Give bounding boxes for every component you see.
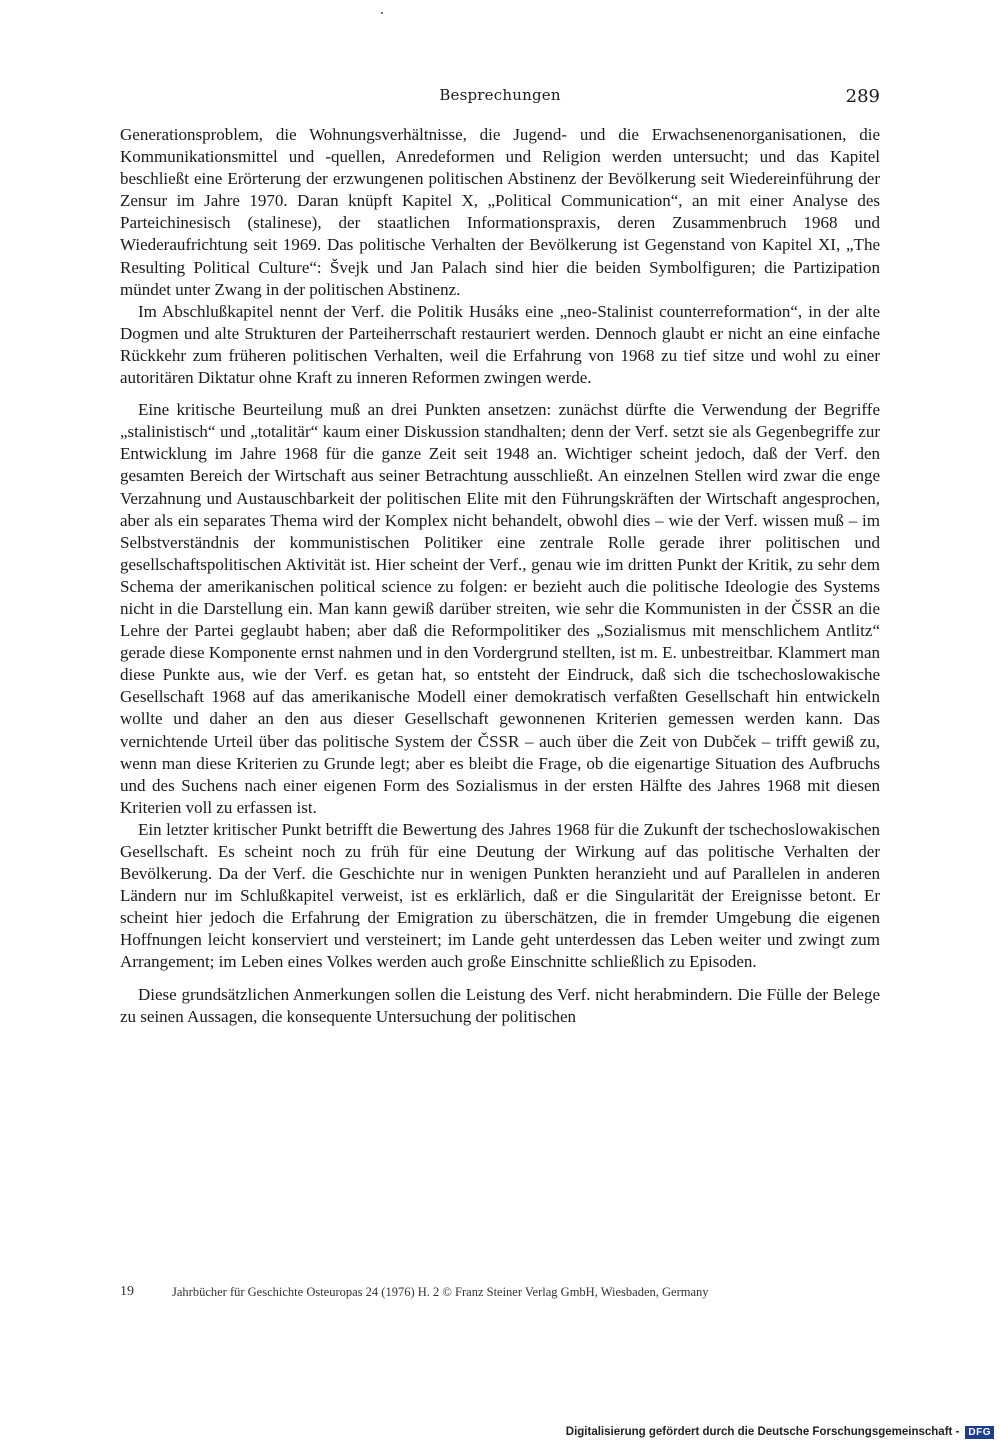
paragraph-remarks: Diese grundsätzlichen Anmerkungen sollen die Leistung des Verf. nicht herabmindern. Die Fülle der Belege zu seinen Aussagen, die konsequente Untersuchung der politischen <box>120 984 880 1026</box>
running-head: Besprechungen <box>439 86 561 104</box>
paragraph-critique: Eine kritische Beurteilung muß an drei Punkten ansetzen: zunächst dürfte die Verwendung der Begriffe „stalinistisch“ und „totalitär“ kaum einer Diskussion standhalten; denn der Verf. setzt sie als Gegenbegriffe zur Entwicklung im Jahre 1968 für die ganze Zeit seit 1948 an. Wichtiger scheint jedoch, daß der Verf. den gesamten Bereich der Wirtschaft aus seiner Betrachtung ausschließt. An einzelnen Stellen wird zwar die enge Verzahnung und Austauschbarkeit der politischen Elite mit den Führungskräften der Wirtschaft angesprochen, aber als ein separates Thema wird der Komplex nicht behandelt, obwohl dies – wie der Verf. wissen muß – im Selbstverständnis der kommunistischen Politiker eine zentrale Rolle gerade ihrer politischen und gesellschaftspolitischen Aktivität ist. Hier scheint der Verf., genau wie im dritten Punkt der Kritik, zu sehr dem Schema der amerikanischen political science zu folgen: er bezieht auch die politische Ideologie des Systems nicht in die Darstellung ein. Man kann gewiß darüber streiten, wie sehr die Kommunisten in der ČSSR an die Lehre der Partei geglaubt haben; aber daß die Reformpolitiker des „Sozialismus mit menschlichem Antlitz“ gerade diese Komponente ernst nahmen und in den Vordergrund stellten, ist m. E. unbestreitbar. Klammert man diese Punkte aus, wie der Verf. es getan hat, so entsteht der Eindruck, daß sich die tschechoslowakische Gesellschaft 1968 auf das amerikanische Modell einer demokratisch verfaßten Gesellschaft hin entwickeln wollte und daher an den aus dieser Gesellschaft gewonnenen Kriterien gemessen werden kann. Das vernichtende Urteil über das politische System der ČSSR – auch über die Zeit von Dubček – trifft gewiß zu, wenn man diese Kriterien zu Grunde legt; aber es bleibt die Frage, ob die eigenartige Situation des Aufbruchs und des Suchens nach einer eigenen Form des Sozialismus in der ersten Hälfte des Jahres 1968 mit diesen Kriterien voll zu erfassen ist. <box>120 400 880 817</box>
scan-speck <box>381 12 383 14</box>
funding-text: Digitalisierung gefördert durch die Deutsche Forschungsgemeinschaft - <box>565 1426 960 1438</box>
paragraph-continued: Generationsproblem, die Wohnungsverhältnisse, die Jugend- und die Erwachsenenorganisationen, die Kommunikationsmittel und -quellen, Anredeformen und Religion werden untersucht; und das Kapitel beschließt eine Erörterung der erzwungenen politischen Abstinenz der Bevölkerung seit Wiedereinführung der Zensur im Jahre 1970. Daran knüpft Kapitel X, „Political Communication“, an mit einer Analyse des Parteichinesisch (stalinese), der staatlichen Informationspraxis, deren Zusammenbruch 1968 und Wiederaufrichtung seit 1969. Das politische Verhalten der Bevölkerung ist Gegenstand von Kapitel XI, „The Resulting Political Culture“: Švejk und Jan Palach sind hier die beiden Symbolfiguren; die Partizipation mündet unter Zwang in der politischen Abstinenz. <box>120 125 880 299</box>
page-header <box>120 86 880 114</box>
article-body <box>120 124 880 1028</box>
dfg-logo-icon: DFG <box>965 1426 994 1439</box>
page-number: 289 <box>845 86 880 107</box>
funding-notice <box>566 1424 994 1440</box>
journal-citation: Jahrbücher für Geschichte Osteuropas 24 (1976) H. 2 © Franz Steiner Verlag GmbH, Wiesbaden, Germany <box>172 1285 709 1299</box>
sheet-number: 19 <box>120 1284 134 1299</box>
paragraph-conclusion-chapter: Im Abschlußkapitel nennt der Verf. die Politik Husáks eine „neo-Stalinist counterreformation“, in der alte Dogmen und alte Strukturen der Parteiherrschaft restauriert werden. Dennoch glaubt er nicht an eine einfache Rückkehr zum früheren politischen Verhalten, weil die Erfahrung von 1968 zu tief sitze und wohl zu einer autoritären Diktatur ohne Kraft zu inneren Reformen zwingen werde. <box>120 301 880 388</box>
paragraph-last-point: Ein letzter kritischer Punkt betrifft die Bewertung des Jahres 1968 für die Zukunft der tschechoslowakischen Gesellschaft. Es scheint noch zu früh für eine Deutung der Wirkung auf das politische Verhalten der Bevölkerung. Da der Verf. die Geschichte nur in wenigen Punkten heranzieht und auf Parallelen in anderen Ländern nur im Schlußkapitel verweist, ist es erklärlich, daß er die Singularität der Ereignisse betont. Er scheint hier jedoch die Erfahrung der Emigration zu überschätzen, die in fremder Umgebung die eigenen Hoffnungen leicht konserviert und versteinert; im Lande geht unterdessen das Leben weiter und zwingt zum Arrangement; im Leben eines Volkes werden auch große Einschnitte schließlich zu Episoden. <box>120 819 880 972</box>
